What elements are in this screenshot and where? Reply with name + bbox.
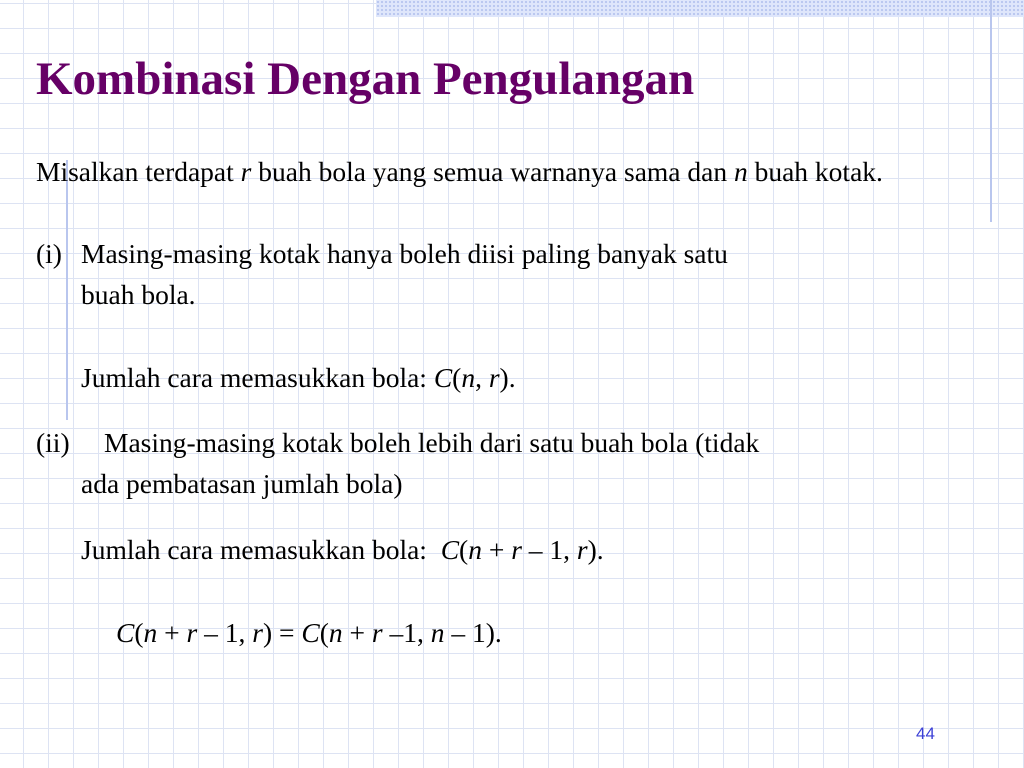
list-item-1-text: Masing-masing kotak hanya boleh diisi paling banyak satu [81, 238, 728, 269]
identity-equals: = [272, 617, 302, 648]
slide-title: Kombinasi Dengan Pengulangan [36, 53, 695, 105]
formula-item-2 [81, 529, 604, 570]
identity-rhs-minus1: –1, [382, 617, 431, 648]
formula-1-close: ). [499, 362, 516, 393]
identity-rhs-n2: n [430, 617, 445, 648]
formula-2-r2: r [576, 534, 588, 565]
identity-lhs-close: ) [262, 617, 273, 648]
list-item-1-continuation: buah bola. [81, 279, 196, 310]
formula-2-C: C [440, 534, 460, 565]
page-number: 44 [916, 724, 935, 743]
formula-1-r: r [488, 362, 500, 393]
identity-rhs-minus2: – 1). [444, 617, 502, 648]
list-item-2-text: Masing-masing kotak boleh lebih dari satu buah bola (tidak [104, 427, 760, 458]
intro-text-1: Misalkan terdapat [36, 156, 234, 187]
identity-rhs-r: r [371, 617, 383, 648]
decorative-top-band [376, 0, 1024, 17]
identity-rhs-plus: + [342, 617, 372, 648]
intro-paragraph [36, 151, 989, 192]
identity-lhs-open: ( [134, 617, 144, 648]
list-item-2-continuation: ada pembatasan jumlah bola) [81, 468, 403, 499]
list-item-1 [36, 233, 989, 315]
identity-lhs-r2: r [252, 617, 263, 648]
formula-1-label: Jumlah cara memasukkan bola: [81, 362, 427, 393]
list-item-1-number: (i) [36, 238, 62, 269]
decorative-right-line [990, 0, 992, 222]
formula-2-label: Jumlah cara memasukkan bola: [81, 534, 427, 565]
intro-var-n: n [733, 156, 748, 187]
formula-2-n: n [468, 534, 482, 565]
formula-1-comma: , [475, 362, 489, 393]
formula-2-plus: + [481, 534, 512, 565]
intro-var-r: r [240, 156, 252, 187]
intro-text-3: buah kotak. [754, 156, 883, 187]
identity-lhs-plus: + [157, 617, 187, 648]
list-item-2-number: (ii) [36, 427, 70, 458]
identity-lhs-C: C [116, 617, 135, 648]
intro-text-2: buah bola yang semua warnanya sama dan [258, 156, 728, 187]
identity-lhs-minus1: – 1, [197, 617, 253, 648]
formula-1-open: ( [452, 362, 462, 393]
identity-rhs-C: C [301, 617, 320, 648]
formula-2-r: r [511, 534, 522, 565]
combination-identity [116, 612, 502, 653]
identity-rhs-open: ( [319, 617, 329, 648]
formula-1-n: n [461, 362, 476, 393]
formula-item-1 [81, 357, 516, 398]
identity-rhs-n: n [328, 617, 343, 648]
formula-2-open: ( [459, 534, 469, 565]
formula-2-close: ). [587, 534, 604, 565]
identity-lhs-r: r [186, 617, 198, 648]
identity-lhs-n: n [143, 617, 158, 648]
formula-1-C: C [433, 362, 453, 393]
list-item-2 [36, 422, 989, 504]
formula-2-minus1: – 1, [521, 534, 577, 565]
